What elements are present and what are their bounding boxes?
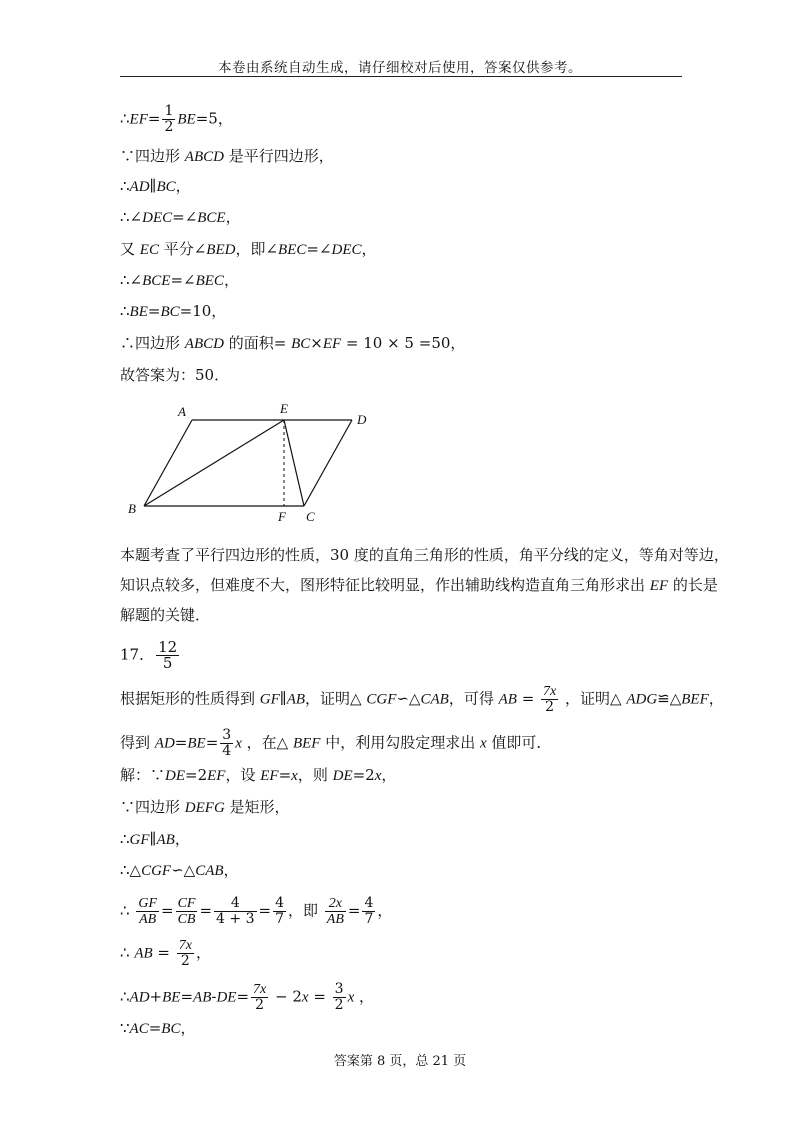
label-E: E	[280, 401, 288, 416]
parallelogram-diagram	[120, 398, 380, 528]
answer-fraction: $\frac{12}{5}$	[158, 638, 178, 672]
problem-number: 17．	[120, 645, 155, 664]
comment-paragraph	[120, 540, 729, 630]
solution-line-7: ∴BE=BC=10，	[120, 302, 227, 320]
label-A: A	[178, 404, 186, 419]
label-F: F	[278, 509, 286, 524]
label-B: B	[128, 501, 136, 516]
side-AB	[144, 420, 192, 506]
side-CD	[304, 420, 352, 506]
analysis-line-2: 得到 AD=BE= $\frac{3}{4}$ x ，在△ BEF 中，利用勾股定理求出 x 值即可．	[120, 727, 552, 759]
header-rule	[120, 76, 682, 77]
label-D: D	[357, 412, 367, 427]
fraction-half: $\frac{1}{2}$	[164, 103, 174, 135]
solution-line-1: ∴EF= $\frac{1}{2}$ BE=5，	[120, 103, 233, 135]
solution-line-5: 又 EC 平分∠BED，即∠BEC=∠DEC，	[120, 240, 377, 258]
step-line-3: ∴GF∥AB，	[120, 830, 190, 848]
page-footer: 答案第 8 页，总 21 页	[333, 1054, 467, 1069]
step-line-8: ∵AC=BC，	[120, 1019, 196, 1037]
comment-line-3: 解题的关键．	[120, 606, 211, 624]
solution-line-4: ∴∠DEC=∠BCE，	[120, 208, 241, 226]
solution-line-3: ∴AD∥BC，	[120, 177, 191, 195]
step-line-2: ∵四边形 DEFG 是矩形，	[120, 798, 290, 816]
parallelogram-figure	[120, 398, 380, 528]
analysis-line-1: 根据矩形的性质得到 GF∥AB，证明△ CGF∽△CAB，可得 AB = $\frac{7x}{2}$ ，证明△ ADG≌△BEF，	[120, 684, 724, 715]
step-line-7: ∴AD+BE=AB-DE= $\frac{7x}{2}$ − 2x = $\frac{3}{2}$ x ，	[120, 981, 375, 1013]
step-line-1: 解：∵DE=2EF，设 EF=x，则 DE=2x，	[120, 766, 397, 784]
solution-line-8: ∴四边形 ABCD 的面积= BC×EF = 10 × 5 =50，	[120, 334, 466, 352]
segment-EC	[284, 420, 304, 506]
solution-line-6: ∴∠BCE=∠BEC，	[120, 271, 239, 289]
comment-line-1: 本题考查了平行四边形的性质，30 度的直角三角形的性质，角平分线的定义，等角对等边，	[120, 546, 729, 564]
page-header: 本卷由系统自动生成，请仔细校对后使用，答案仅供参考。	[218, 60, 582, 76]
step-line-4: ∴△CGF∽△CAB，	[120, 861, 239, 879]
step-line-6: ∴ AB = $\frac{7x}{2}$ ，	[120, 938, 211, 969]
solution-answer-line: 故答案为：50．	[120, 366, 230, 384]
comment-line-2: 知识点较多，但难度不大，图形特征比较明显，作出辅助线构造直角三角形求出 EF 的长是	[120, 576, 718, 594]
problem-17-answer	[120, 640, 181, 671]
step-line-5: ∴ $\frac{GF}{AB}$ = $\frac{CF}{CB}$ = $\frac{4}{4 + 3}$ = $\frac{4}{7}$ ，即 $\frac{2x}{AB}$ = $\frac{4}{7}$ ，	[120, 895, 393, 927]
label-C: C	[306, 509, 315, 524]
solution-line-2: ∵四边形 ABCD 是平行四边形，	[120, 147, 334, 165]
segment-BE	[144, 420, 284, 506]
